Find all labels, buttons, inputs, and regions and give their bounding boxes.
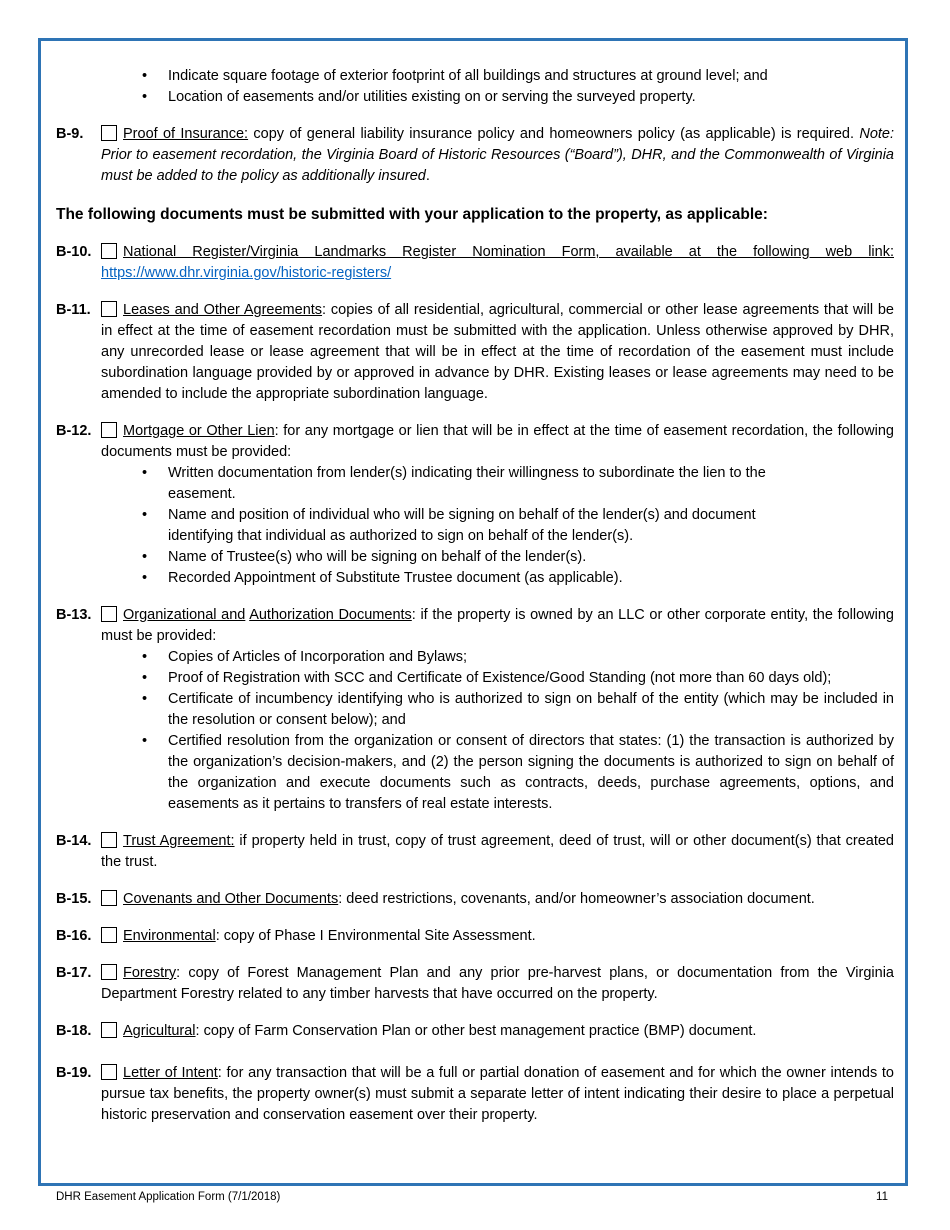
item-b11 xyxy=(56,300,894,405)
item-text: : copy of Forest Management Plan and any prior pre-harvest plans, or documentation from the Virginia Department Forestry related to any timber harvests that have occurred on the property. xyxy=(101,965,894,1002)
list-item: • Location of easements and/or utilities existing on or serving the surveyed property. xyxy=(56,87,894,108)
section-heading: The following documents must be submitted with your application to the property, as applicable: xyxy=(56,206,768,223)
list-item: • Recorded Appointment of Substitute Trustee document (as applicable). xyxy=(101,568,894,589)
list-item: • Proof of Registration with SCC and Certificate of Existence/Good Standing (not more than 60 days old); xyxy=(101,668,894,689)
checkbox-b17[interactable] xyxy=(101,964,117,980)
item-title: Trust Agreement: xyxy=(123,833,235,849)
item-title: Covenants and Other Documents xyxy=(123,891,339,907)
item-title: Environmental xyxy=(123,928,216,944)
list-item: • Name and position of individual who will be signing on behalf of the lender(s) and document identifying that individual as authorized to sign on behalf of the lender(s). xyxy=(101,505,894,547)
item-number: B-14. xyxy=(56,833,92,849)
checkbox-b15[interactable] xyxy=(101,890,117,906)
item-text: : copy of Phase I Environmental Site Assessment. xyxy=(215,928,536,944)
note-end: . xyxy=(425,168,430,184)
list-item: • Indicate square footage of exterior footprint of all buildings and structures at ground level; and xyxy=(56,66,894,87)
item-text: : for any transaction that will be a full or partial donation of easement and for which the owner intends to pursue tax benefits, the property owner(s) must submit a separate letter of intent indicating their desire to place a perpetual historic preservation and conservation easement over their property. xyxy=(101,1065,894,1123)
item-number: B-17. xyxy=(56,965,92,981)
item-title: Letter of Intent xyxy=(123,1065,218,1081)
page-content xyxy=(56,66,894,1126)
list-item: • Copies of Articles of Incorporation and Bylaws; xyxy=(101,647,894,668)
item-number: B-18. xyxy=(56,1023,92,1039)
checkbox-b14[interactable] xyxy=(101,832,117,848)
list-item: • Name of Trustee(s) who will be signing on behalf of the lender(s). xyxy=(101,547,894,568)
checkbox-b11[interactable] xyxy=(101,301,117,317)
item-b10 xyxy=(56,242,894,284)
page-number: 11 xyxy=(876,1191,888,1203)
item-text: : copies of all residential, agricultural, commercial or other lease agreements that will be in effect at the time of easement recordation must be submitted with the application. Unless otherwise approved by DHR, any unrecorded lease or lease agreement that will be in effect at the time of recordation of the easement must include subordination language provided by or approved in advance by DHR. Existing leases or lease agreements may need to be amended to include the appropriate subordination language. xyxy=(101,302,894,402)
item-text: if property held in trust, copy of trust agreement, deed of trust, will or other document(s) that created the trust. xyxy=(101,833,894,870)
item-number: B-16. xyxy=(56,928,92,944)
lien-bullet-list xyxy=(101,463,894,589)
item-title: Organizational and xyxy=(123,607,246,623)
item-number: B-9. xyxy=(56,126,84,142)
list-item: • Certified resolution from the organization or consent of directors that states: (1) the transaction is authorized by the organization’s decision-makers, and (2) the person signing the documents is authorized to sign on behalf of the organization and execute documents such as contracts, deeds, purchase agreements, options, and easements as it pertains to transfers of real estate interests. xyxy=(101,731,894,815)
item-b15 xyxy=(56,889,894,910)
item-title: Mortgage or Other Lien xyxy=(123,423,275,439)
item-title: Forestry xyxy=(123,965,177,981)
item-b12 xyxy=(56,421,894,589)
item-note: Note: Prior to easement recordation, the Virginia Board of Historic Resources (“Board”), DHR, and the Commonwealth of Virginia must be added to the policy as additionally insured xyxy=(101,126,895,184)
item-b9 xyxy=(56,124,894,187)
item-text: : if the property is owned by an LLC or other corporate entity, the following must be provided: xyxy=(101,607,894,644)
item-text: copy of general liability insurance policy and homeowners policy (as applicable) is required. xyxy=(248,126,855,142)
item-b18 xyxy=(56,1021,894,1042)
checkbox-b19[interactable] xyxy=(101,1064,117,1080)
survey-bullet-list xyxy=(56,66,894,108)
footer-form-name: DHR Easement Application Form (7/1/2018) xyxy=(56,1191,281,1203)
item-number: B-15. xyxy=(56,891,92,907)
page-footer xyxy=(56,1191,888,1203)
item-number: B-11. xyxy=(56,302,91,318)
checkbox-b16[interactable] xyxy=(101,927,117,943)
item-title: Leases and Other Agreements xyxy=(123,302,323,318)
item-number: B-13. xyxy=(56,607,92,623)
item-b17 xyxy=(56,963,894,1005)
checkbox-b10[interactable] xyxy=(101,243,117,259)
item-title: National Register/Virginia Landmarks Register Nomination Form, available at the following web link: xyxy=(123,244,894,260)
item-text: : deed restrictions, covenants, and/or homeowner’s association document. xyxy=(338,891,815,907)
item-number: B-12. xyxy=(56,423,92,439)
register-link[interactable]: https://www.dhr.virginia.gov/historic-registers/ xyxy=(101,265,392,281)
checkbox-b13[interactable] xyxy=(101,606,117,622)
organization-bullet-list xyxy=(101,647,894,815)
item-title: Agricultural xyxy=(123,1023,196,1039)
item-text: : for any mortgage or lien that will be in effect at the time of easement recordation, the following documents must be provided: xyxy=(101,423,894,460)
item-title: Authorization Documents xyxy=(249,607,412,623)
item-number: B-10. xyxy=(56,244,92,260)
item-b19 xyxy=(56,1063,894,1126)
list-item: • Written documentation from lender(s) indicating their willingness to subordinate the lien to the easement. xyxy=(101,463,894,505)
checkbox-b9[interactable] xyxy=(101,125,117,141)
item-b14 xyxy=(56,831,894,873)
item-b13 xyxy=(56,605,894,815)
item-text: : copy of Farm Conservation Plan or other best management practice (BMP) document. xyxy=(195,1023,757,1039)
item-number: B-19. xyxy=(56,1065,92,1081)
checkbox-b18[interactable] xyxy=(101,1022,117,1038)
list-item: • Certificate of incumbency identifying who is authorized to sign on behalf of the entity (which may be included in the resolution or consent below); and xyxy=(101,689,894,731)
item-title: Proof of Insurance: xyxy=(123,126,249,142)
item-b16 xyxy=(56,926,894,947)
checkbox-b12[interactable] xyxy=(101,422,117,438)
